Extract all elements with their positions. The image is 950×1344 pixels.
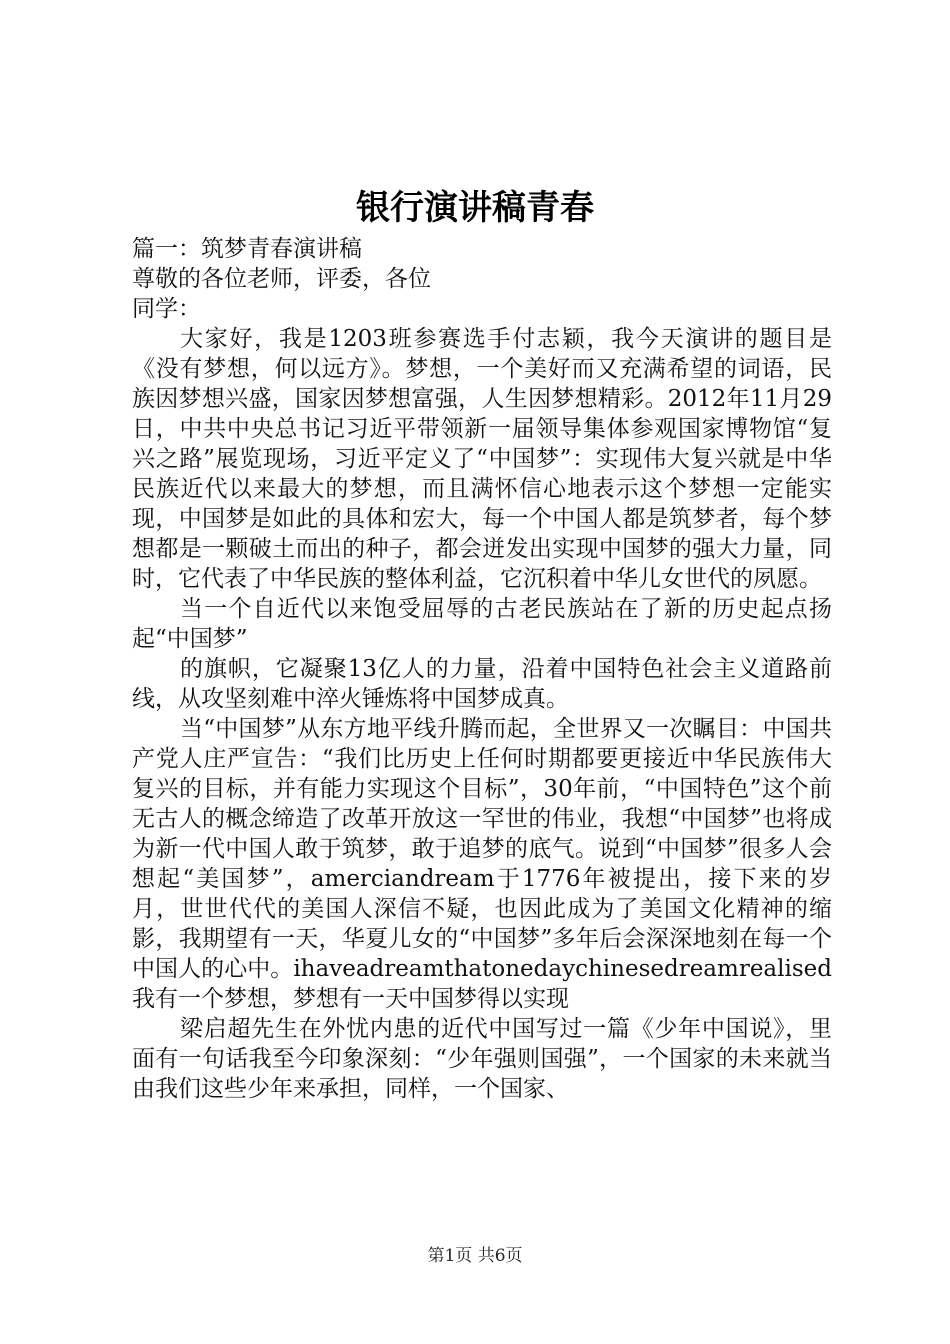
page-number-footer: 第1页 共6页 — [427, 1246, 523, 1266]
body-paragraph: 梁启超先生在外忧内患的近代中国写过一篇《少年中国说》，里面有一句话我至今印象深刻：“少年强则国强”，一个国家的未来就当由我们这些少年来承担，同样，一个国家、 — [132, 1016, 832, 1102]
body-paragraph: 当“中国梦”从东方地平线升腾而起，全世界又一次瞩目：中国共产党人庄严宣告：“我们比历史上任何时期都要更接近中华民族伟大复兴的目标，并有能力实现这个目标”，30年前，“中国特色”这个前无古人的概念缔造了改革开放这一罕世的伟业，我想“中国梦”也将成为新一代中国人敢于筑梦，敢于追梦的底气。说到“中国梦”很多人会想起“美国梦”，amerciandream于1776年被提出，接下来的岁月，世世代代的美国人深信不疑，也因此成为了美国文化精神的缩影，我期望有一天，华夏儿女的“中国梦”多年后会深深地刻在每一个中国人的心中。ihaveadreamthatonedaychinesedreamrealised我有一个梦想，梦想有一天中国梦得以实现 — [132, 716, 832, 1012]
document-body — [132, 234, 832, 1104]
section-heading: 篇一：筑梦青春演讲稿 — [132, 236, 362, 262]
salutation-line: 尊敬的各位老师，评委，各位 — [132, 266, 431, 292]
salutation-line: 同学： — [132, 296, 201, 322]
body-paragraph: 当一个自近代以来饱受屈辱的古老民族站在了新的历史起点扬起“中国梦” — [132, 596, 832, 652]
body-paragraph: 大家好，我是1203班参赛选手付志颖，我今天演讲的题目是《没有梦想，何以远方》。梦想，一个美好而又充满希望的词语，民族因梦想兴盛，国家因梦想富强，人生因梦想精彩。2012年11月29日，中共中央总书记习近平带领新一届领导集体参观国家博物馆“复兴之路”展览现场，习近平定义了“中国梦”：实现伟大复兴就是中华民族近代以来最大的梦想，而且满怀信心地表示这个梦想一定能实现，中国梦是如此的具体和宏大，每一个中国人都是筑梦者，每个梦想都是一颗破土而出的种子，都会迸发出实现中国梦的强大力量，同时，它代表了中华民族的整体利益，它沉积着中华儿女世代的夙愿。 — [132, 326, 832, 592]
document-title: 银行演讲稿青春 — [356, 188, 594, 228]
body-paragraph: 的旗帜，它凝聚13亿人的力量，沿着中国特色社会主义道路前线，从攻坚刻难中淬火锤炼将中国梦成真。 — [132, 656, 832, 712]
